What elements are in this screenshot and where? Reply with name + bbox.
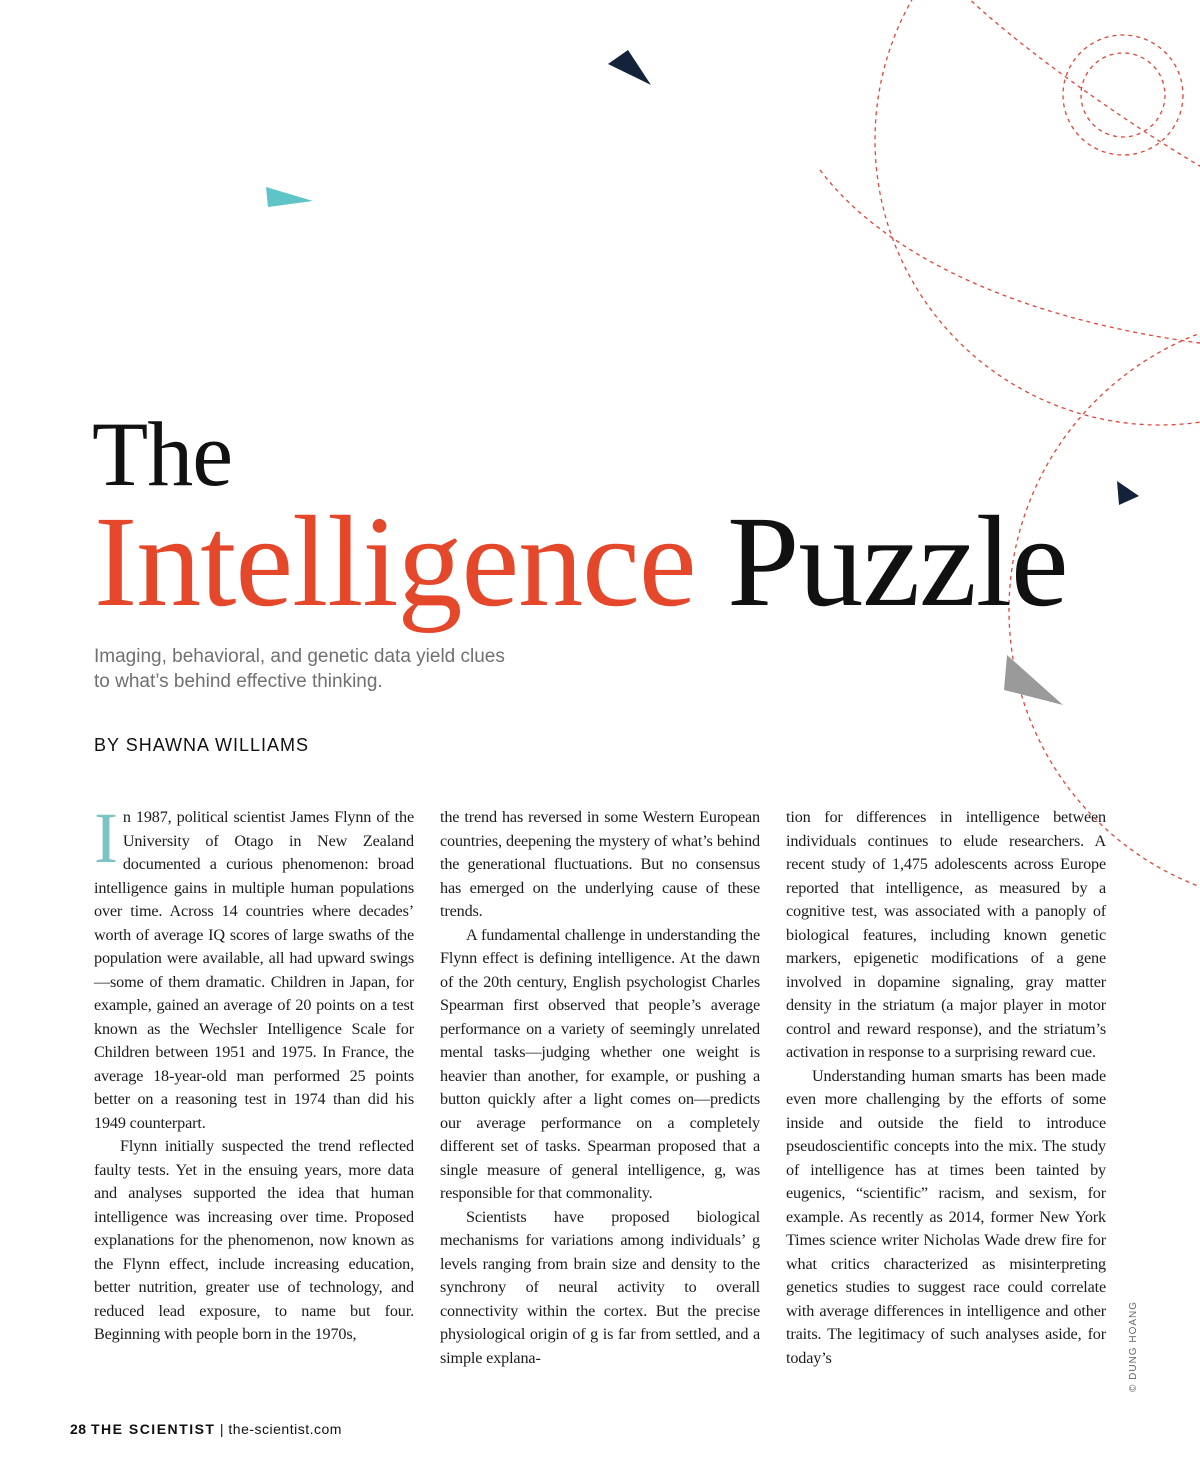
body-column-2 [440,806,760,1370]
dashed-arc-top [960,0,1200,175]
paragraph-text: n 1987, political scientist James Flynn of the University of Otago in New Zealand documented a curious phenomenon: broad intelligence gains in multiple human populations over time. Across 14 countries where decades’ worth of average IQ scores of large swaths of the population were available, all had upward swings—some of them dramatic. Children in Japan, for example, gained an average of 20 points on a test known as the Wechsler Intelligence Scale for Children between 1951 and 1975. In France, the average 18-year-old man performed 25 points better on a reasoning test in 1974 than did his 1949 counterpart. [94,808,414,1132]
footer-separator: | [219,1421,225,1437]
publication-name: THE SCIENTIST [90,1421,216,1437]
paragraph [94,798,414,1135]
triangle-gray-icon [1004,655,1063,705]
dashed-circle-large [875,0,1200,425]
body-column-3 [786,806,1106,1370]
title-line-1: The [92,403,233,505]
triangle-dark-right-icon [1117,481,1139,505]
paragraph: tion for differences in intelligence between individuals continues to elude researchers. A recent study of 1,475 adolescents across Europe reported that intelligence, as measured by a cognitive test, was associated with a panoply of biological features, including known genetic markers, epigenetic modifications of a gene involved in dopamine signaling, gray matter density in the striatum (a major player in motor control and reward response), and the striatum’s activation in response to a surprising reward cue. [786,808,1106,1061]
photo-credit: © DUNG HOANG [1128,1300,1139,1392]
subtitle-line-2: to what’s behind effective thinking. [94,671,383,692]
dashed-arc-sweep [820,170,1200,345]
website-link[interactable]: the-scientist.com [228,1421,342,1437]
paragraph: the trend has reversed in some Western European countries, deepening the mystery of what’s behind the generational fluctuations. But no consensus has emerged on the underlying cause of these trends. [440,808,760,920]
title-line-2 [94,492,1068,632]
body-column-1 [94,798,414,1347]
paragraph: Understanding human smarts has been made even more challenging by the efforts of some inside and outside the field to introduce pseudoscientific concepts into the mix. The study of intelligence has at times been tainted by eugenics, “scientific” racism, and sexism, for example. As recently as 2014, former New York Times science writer Nicholas Wade drew fire for what critics characterized as misinterpreting genetics studies to suggest race could correlate with average differences in intelligence and other traits. The legitimacy of such analyses aside, for today’s [786,1066,1106,1367]
subtitle [94,644,614,694]
paragraph: A fundamental challenge in understanding the Flynn effect is defining intelligence. At the dawn of the 20th century, English psychologist Charles Spearman first observed that people’s average performance on a variety of seemingly unrelated mental tasks—judging whether one weight is heavier than another, for example, or pushing a button quickly after a light comes on—predicts our average performance on a completely different set of tasks. Spearman proposed that a single measure of general intelligence, g, was responsible for that commonality. [440,925,760,1202]
triangle-teal-icon [266,187,313,207]
paragraph: Scientists have proposed biological mechanisms for variations among individuals’ g levels ranging from brain size and density to the synchrony of neural activity to overall connectivity within the cortex. But the precise physiological origin of g is far from settled, and a simple explana- [440,1207,760,1367]
page-number: 28 [70,1421,87,1437]
subtitle-line-1: Imaging, behavioral, and genetic data yield clues [94,646,505,667]
page-footer [70,1421,342,1437]
paragraph: Flynn initially suspected the trend reflected faulty tests. Yet in the ensuing years, more data and analyses supported the idea that human intelligence was increasing over time. Proposed explanations for the phenomenon, now known as the Flynn effect, include increasing education, better nutrition, greater use of technology, and reduced lead exposure, to name but four. Beginning with people born in the 1970s, [94,1137,414,1343]
title-word-puzzle: Puzzle [727,490,1068,634]
drop-cap: I [94,798,118,878]
dashed-circle-small-inner [1081,53,1165,137]
title-word-intelligence: Intelligence [94,490,696,634]
triangle-dark-top-icon [608,50,651,85]
byline: BY SHAWNA WILLIAMS [94,735,310,755]
